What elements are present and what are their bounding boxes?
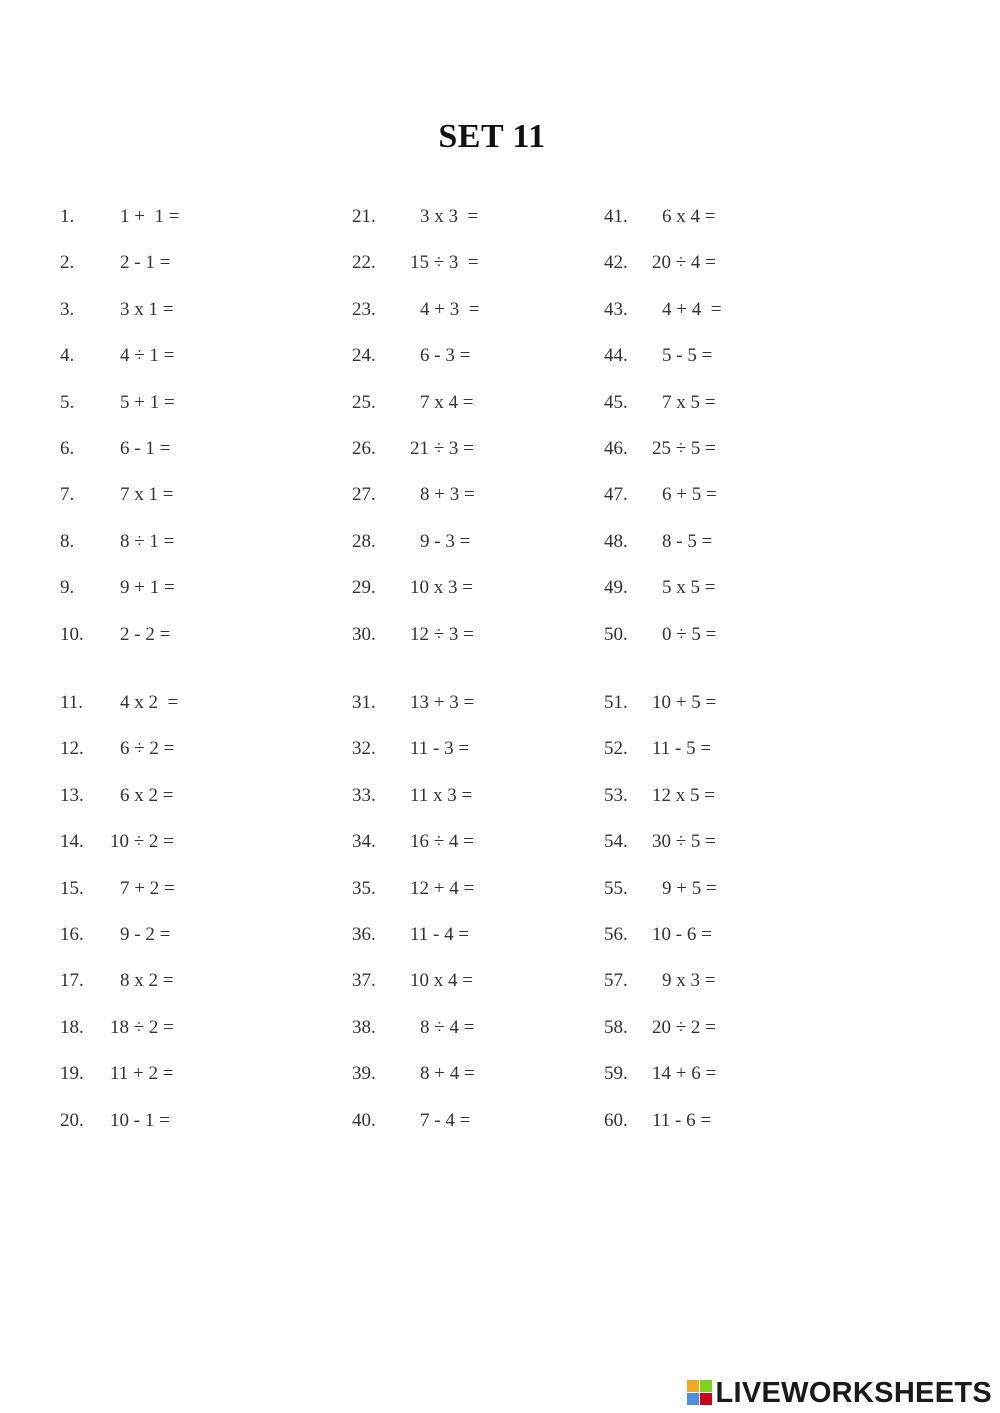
problem-number: 51.: [604, 692, 628, 713]
problem-number: 23.: [352, 298, 376, 320]
problem-number: 33.: [352, 784, 376, 806]
problem-number: 6.: [60, 438, 75, 459]
problem-expression: 12 x 5 =: [652, 784, 715, 806]
problem-expression: 18 ÷ 2 =: [110, 1016, 174, 1038]
problem-number: 24.: [352, 345, 376, 367]
problem-number: 34.: [352, 831, 376, 853]
problem-number: 30.: [352, 623, 376, 645]
problem-expression: 16 ÷ 4 =: [410, 831, 474, 853]
problem-number: 4.: [60, 345, 75, 367]
problem-expression: 11 - 5 =: [652, 738, 712, 760]
problem-expression: 4 ÷ 1 =: [120, 345, 175, 367]
problem-number: 19.: [60, 1063, 84, 1085]
problem-number: 29.: [352, 577, 376, 599]
problem-expression: 7 - 4 =: [420, 1109, 471, 1131]
problem-expression: 6 ÷ 2 =: [120, 738, 175, 760]
problem-number: 57.: [604, 970, 628, 992]
liveworksheets-logo: [687, 1376, 993, 1410]
problem-number: 60.: [604, 1109, 628, 1131]
problem-expression: 6 x 2 =: [120, 784, 174, 806]
problem-number: 28.: [352, 530, 376, 552]
problem-number: 37.: [352, 970, 376, 992]
problem-number: 18.: [60, 1016, 84, 1038]
problem-number: 46.: [604, 438, 628, 459]
problem-number: 47.: [604, 484, 628, 506]
problem-number: 22.: [352, 252, 376, 274]
problem-number: 45.: [604, 391, 628, 413]
problem-expression: 9 - 2 =: [120, 924, 171, 945]
problem-number: 44.: [604, 345, 628, 367]
problem-expression: 11 x 3 =: [410, 784, 473, 806]
problem-expression: 30 ÷ 5 =: [652, 831, 716, 853]
problem-expression: 7 x 1 =: [120, 484, 174, 506]
problem-expression: 5 + 1 =: [120, 391, 175, 413]
problem-number: 42.: [604, 252, 628, 274]
problem-expression: 14 + 6 =: [652, 1063, 717, 1085]
problem-number: 5.: [60, 391, 75, 413]
problem-expression: 21 ÷ 3 =: [410, 438, 474, 459]
problem-expression: 11 - 4 =: [410, 924, 470, 945]
problem-number: 43.: [604, 298, 628, 320]
problem-number: 55.: [604, 877, 628, 899]
problem-number: 56.: [604, 924, 628, 945]
problem-number: 20.: [60, 1109, 84, 1131]
logo-mark-icon: [687, 1380, 713, 1406]
problem-number: 49.: [604, 577, 628, 599]
problem-expression: 8 + 4 =: [420, 1063, 475, 1085]
problem-number: 25.: [352, 391, 376, 413]
problem-expression: 7 + 2 =: [120, 877, 175, 899]
problem-number: 48.: [604, 530, 628, 552]
problem-expression: 3 x 1 =: [120, 298, 174, 320]
problem-expression: 12 + 4 =: [410, 877, 475, 899]
problem-number: 35.: [352, 877, 376, 899]
problem-expression: 25 ÷ 5 =: [652, 438, 716, 459]
problem-expression: 9 - 3 =: [420, 530, 471, 552]
problem-expression: 8 + 3 =: [420, 484, 475, 506]
problem-expression: 8 - 5 =: [662, 530, 713, 552]
problem-expression: 4 x 2 =: [120, 692, 179, 713]
problem-expression: 11 - 3 =: [410, 738, 470, 760]
problem-expression: 11 + 2 =: [110, 1063, 174, 1085]
problem-number: 50.: [604, 623, 628, 645]
problem-number: 9.: [60, 577, 75, 599]
problem-expression: 9 + 1 =: [120, 577, 175, 599]
problem-number: 1.: [60, 206, 75, 227]
problem-number: 15.: [60, 877, 84, 899]
problem-expression: 4 + 3 =: [420, 298, 480, 320]
problem-number: 27.: [352, 484, 376, 506]
problem-expression: 6 x 4 =: [662, 206, 716, 227]
problem-number: 53.: [604, 784, 628, 806]
problem-number: 7.: [60, 484, 75, 506]
problem-number: 38.: [352, 1016, 376, 1038]
problem-expression: 6 + 5 =: [662, 484, 717, 506]
problem-number: 39.: [352, 1063, 376, 1085]
problem-expression: 20 ÷ 4 =: [652, 252, 716, 274]
problem-number: 21.: [352, 206, 376, 227]
logo-text: LIVEWORKSHEETS: [715, 1376, 992, 1409]
problem-number: 26.: [352, 438, 376, 459]
problem-expression: 2 - 2 =: [120, 623, 171, 645]
problem-expression: 1 + 1 =: [120, 206, 180, 227]
problem-expression: 10 - 6 =: [652, 924, 712, 945]
problem-expression: 2 - 1 =: [120, 252, 171, 274]
problem-expression: 10 x 4 =: [410, 970, 473, 992]
problem-expression: 3 x 3 =: [420, 206, 479, 227]
problem-expression: 13 + 3 =: [410, 692, 475, 713]
problem-number: 59.: [604, 1063, 628, 1085]
problem-expression: 0 ÷ 5 =: [662, 623, 717, 645]
problem-number: 14.: [60, 831, 84, 853]
problem-number: 41.: [604, 206, 628, 227]
problem-expression: 10 x 3 =: [410, 577, 473, 599]
problem-expression: 15 ÷ 3 =: [410, 252, 479, 274]
problem-number: 16.: [60, 924, 84, 945]
problem-expression: 4 + 4 =: [662, 298, 722, 320]
worksheet-title: SET 11: [438, 118, 546, 155]
problem-expression: 11 - 6 =: [652, 1109, 712, 1131]
problem-expression: 9 x 3 =: [662, 970, 716, 992]
problem-expression: 8 ÷ 1 =: [120, 530, 175, 552]
problem-expression: 6 - 1 =: [120, 438, 171, 459]
problem-number: 8.: [60, 530, 75, 552]
problem-number: 3.: [60, 298, 75, 320]
problem-expression: 5 - 5 =: [662, 345, 713, 367]
problem-number: 52.: [604, 738, 628, 760]
problem-number: 54.: [604, 831, 628, 853]
problem-number: 36.: [352, 924, 376, 945]
problem-number: 17.: [60, 970, 84, 992]
problem-number: 12.: [60, 738, 84, 760]
problem-number: 58.: [604, 1016, 628, 1038]
problem-number: 13.: [60, 784, 84, 806]
problem-number: 31.: [352, 692, 376, 713]
problem-expression: 10 - 1 =: [110, 1109, 170, 1131]
problem-number: 10.: [60, 623, 84, 645]
problem-number: 2.: [60, 252, 75, 274]
problem-expression: 5 x 5 =: [662, 577, 716, 599]
problem-expression: 6 - 3 =: [420, 345, 471, 367]
problem-expression: 10 + 5 =: [652, 692, 717, 713]
problem-expression: 8 ÷ 4 =: [420, 1016, 475, 1038]
problem-expression: 12 ÷ 3 =: [410, 623, 474, 645]
problem-number: 40.: [352, 1109, 376, 1131]
problem-expression: 8 x 2 =: [120, 970, 174, 992]
problem-number: 32.: [352, 738, 376, 760]
problem-expression: 10 ÷ 2 =: [110, 831, 174, 853]
problem-expression: 9 + 5 =: [662, 877, 717, 899]
problem-expression: 20 ÷ 2 =: [652, 1016, 716, 1038]
problem-number: 11.: [60, 692, 84, 713]
problem-expression: 7 x 4 =: [420, 391, 474, 413]
problem-expression: 7 x 5 =: [662, 391, 716, 413]
